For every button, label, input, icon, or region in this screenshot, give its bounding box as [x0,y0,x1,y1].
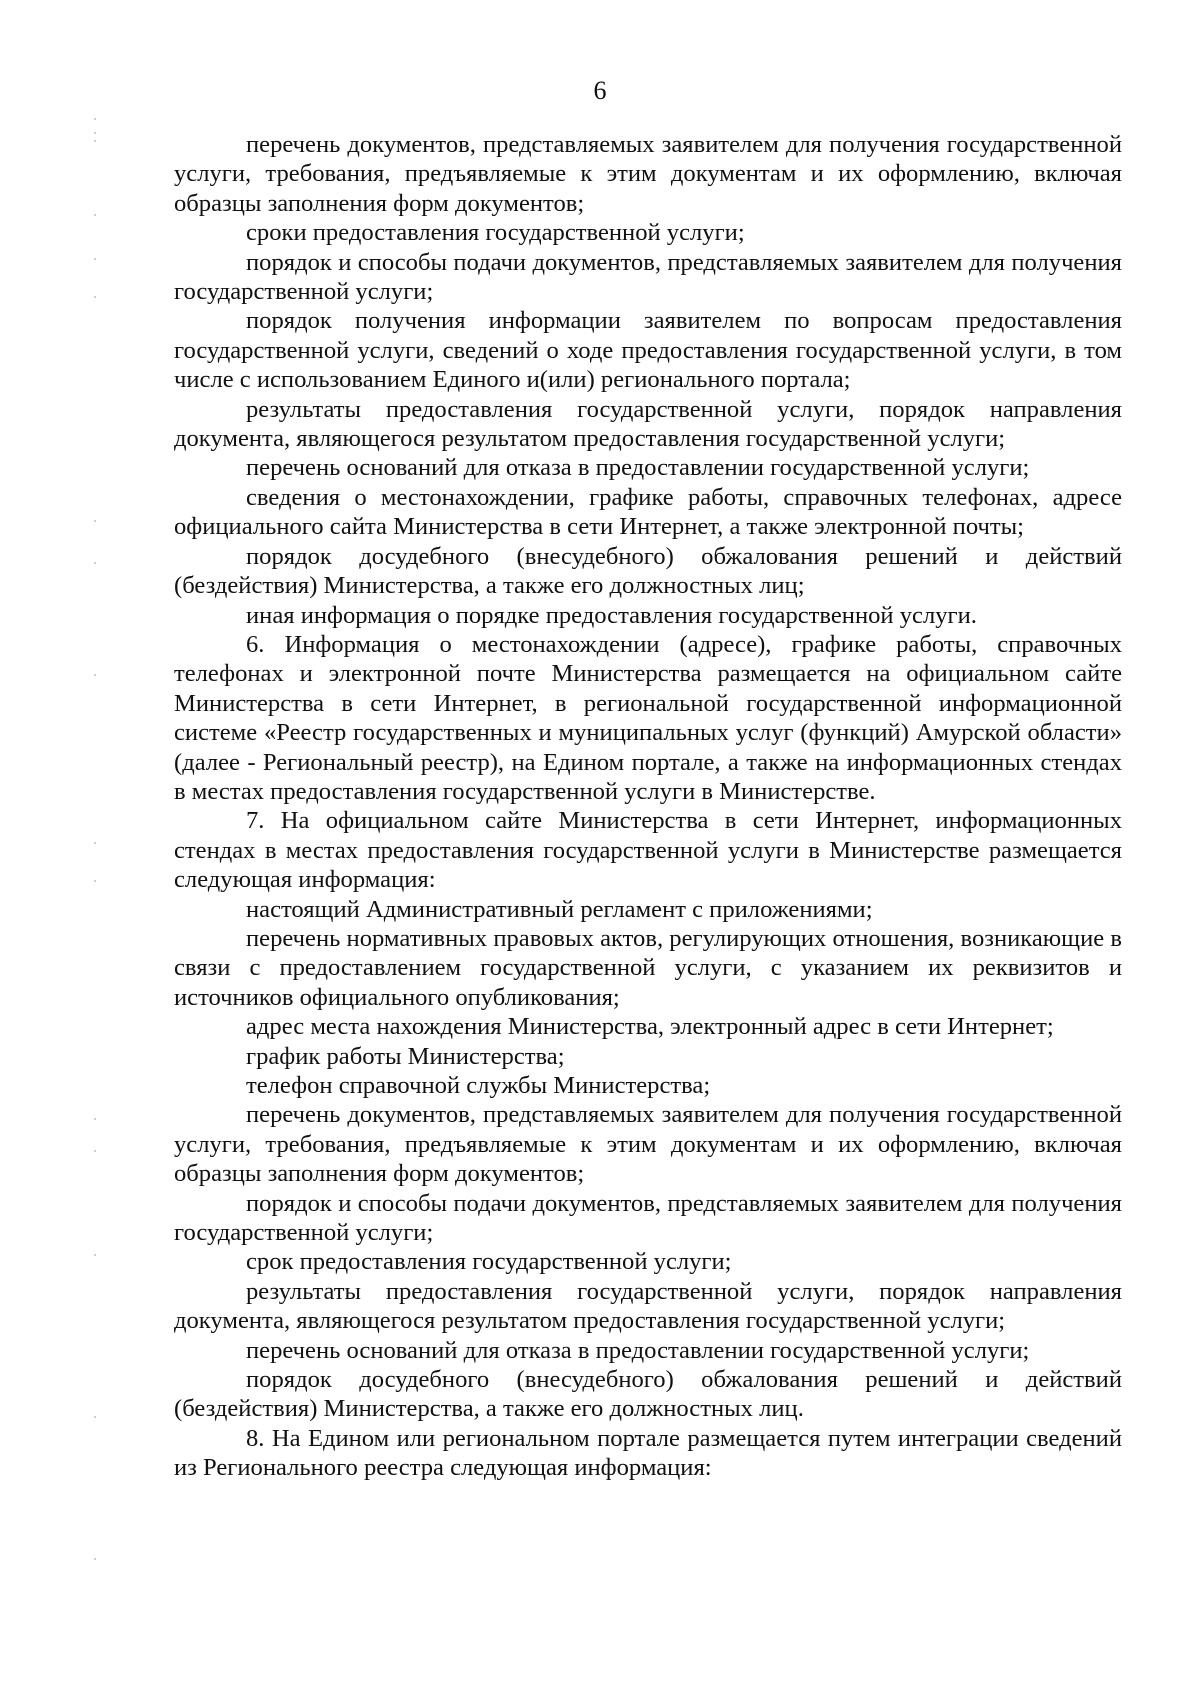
paragraph: настоящий Административный регламент с приложениями; [246,895,873,923]
scan-margin-specks [94,118,104,1598]
page-number: 6 [593,76,607,105]
paragraph: телефон справочной службы Министерства; [246,1072,711,1099]
paragraph: перечень оснований для отказа в предоставлении государственной услуги; [246,1336,1030,1364]
paragraph: порядок и способы подачи документов, представляемых заявителем для получения государственной услуги; [174,248,1122,306]
document-body [174,130,1122,1483]
paragraph: перечень документов, представляемых заявителем для получения государственной услуги, требования, предъявляемые к этим документам и их оформлению, включая образцы заполнения форм документов; [174,131,1122,217]
paragraph: перечень оснований для отказа в предоставлении государственной услуги; [246,454,1030,482]
paragraph: адрес места нахождения Министерства, электронный адрес в сети Интернет; [246,1013,1054,1041]
paragraph: 7. На официальном сайте Министерства в сети Интернет, информационных стендах в местах предоставления государственной услуги в Министерстве размещается следующая информация: [174,807,1122,894]
paragraph: порядок досудебного (внесудебного) обжалования решений и действий (бездействия) Министерства, а также его должностных лиц. [174,1366,1122,1423]
paragraph: сведения о местонахождении, графике работы, справочных телефонах, адресе официального сайта Министерства в сети Интернет, а также электронной почты; [174,483,1122,541]
paragraph: 8. На Едином или региональном портале размещается путем интеграции сведений из Регионального реестра следующая информация: [174,1424,1122,1482]
paragraph: результаты предоставления государственной услуги, порядок направления документа, являющегося результатом предоставления государственной услуги; [174,395,1122,453]
paragraph: иная информация о порядке предоставления государственной услуги. [246,601,977,629]
paragraph: порядок досудебного (внесудебного) обжалования решений и действий (бездействия) Министерства, а также его должностных лиц; [174,542,1122,600]
paragraph: порядок получения информации заявителем по вопросам предоставления государственной услуги, сведений о ходе предоставления государственной услуги, в том числе с использованием Единого и(или) регионального портала; [174,307,1122,394]
paragraph: перечень нормативных правовых актов, регулирующих отношения, возникающие в связи с предоставлением государственной услуги, с указанием их реквизитов и источников официального опубликования; [174,924,1122,1011]
paragraph: результаты предоставления государственной услуги, порядок направления документа, являющегося результатом предоставления государственной услуги; [174,1277,1122,1335]
paragraph: перечень документов, представляемых заявителем для получения государственной услуги, требования, предъявляемые к этим документам и их оформлению, включая образцы заполнения форм документов; [174,1101,1122,1188]
paragraph: 6. Информация о местонахождении (адресе), графике работы, справочных телефонах и электронной почте Министерства размещается на официальном сайте Министерства в сети Интернет, в региональной государственной информационной системе «Реестр государственных и муниципальных услуг (функций) Амурской области» (далее - Региональный реестр), на Едином портале, а также на информационных стендах в местах предоставления государственной услуги в Министерстве. [174,630,1122,805]
paragraph: срок предоставления государственной услуги; [246,1248,732,1276]
paragraph: порядок и способы подачи документов, представляемых заявителем для получения государственной услуги; [174,1189,1122,1247]
paragraph: сроки предоставления государственной услуги; [246,219,745,247]
paragraph: график работы Министерства; [246,1042,565,1070]
